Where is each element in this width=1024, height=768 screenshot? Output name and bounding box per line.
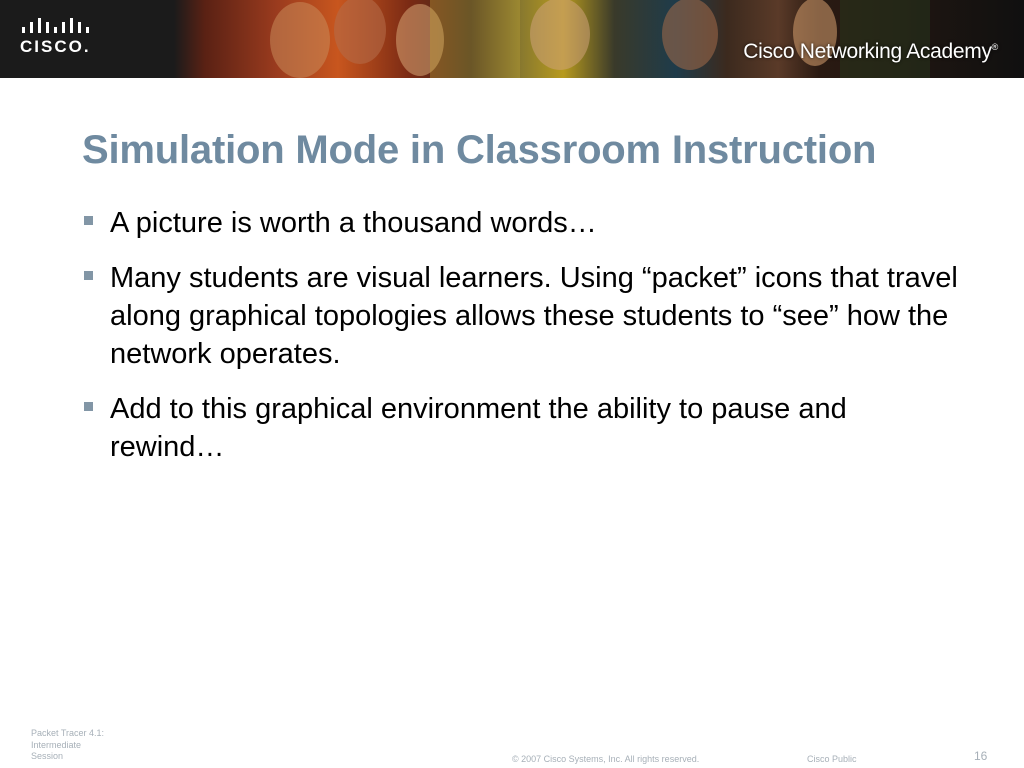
academy-text: Cisco Networking Academy	[743, 40, 992, 63]
square-bullet-icon	[84, 402, 93, 411]
bullet-item	[82, 259, 982, 373]
bullet-list	[82, 204, 982, 483]
registered-mark: ®	[991, 42, 998, 52]
academy-wordmark	[743, 40, 998, 64]
cisco-logo	[20, 17, 100, 62]
bullet-item	[82, 204, 982, 242]
bullet-text: A picture is worth a thousand words…	[110, 207, 597, 239]
footer-session-line: Packet Tracer 4.1:	[31, 728, 105, 738]
footer-classification: Cisco Public	[807, 754, 857, 764]
cisco-logo-text: CISCO.	[20, 37, 91, 56]
banner-photo-strip	[0, 0, 1024, 78]
bullet-item	[82, 390, 982, 466]
footer-copyright: © 2007 Cisco Systems, Inc. All rights reserved.	[512, 754, 700, 764]
bullet-text: Add to this graphical environment the ability to pause and rewind…	[110, 393, 847, 463]
slide-title: Simulation Mode in Classroom Instruction	[82, 128, 877, 172]
square-bullet-icon	[84, 216, 93, 225]
header-banner	[0, 0, 1024, 78]
footer-session-line: Session	[31, 751, 64, 761]
footer-session-line: Intermediate	[31, 739, 82, 750]
page-number: 16	[974, 749, 988, 763]
bullet-text: Many students are visual learners. Using “packet” icons that travel along graphical topologies allows these students to “see” how the network operates.	[110, 262, 958, 370]
footer-session-label	[31, 728, 141, 763]
square-bullet-icon	[84, 271, 93, 280]
cisco-bars-icon	[20, 17, 100, 35]
